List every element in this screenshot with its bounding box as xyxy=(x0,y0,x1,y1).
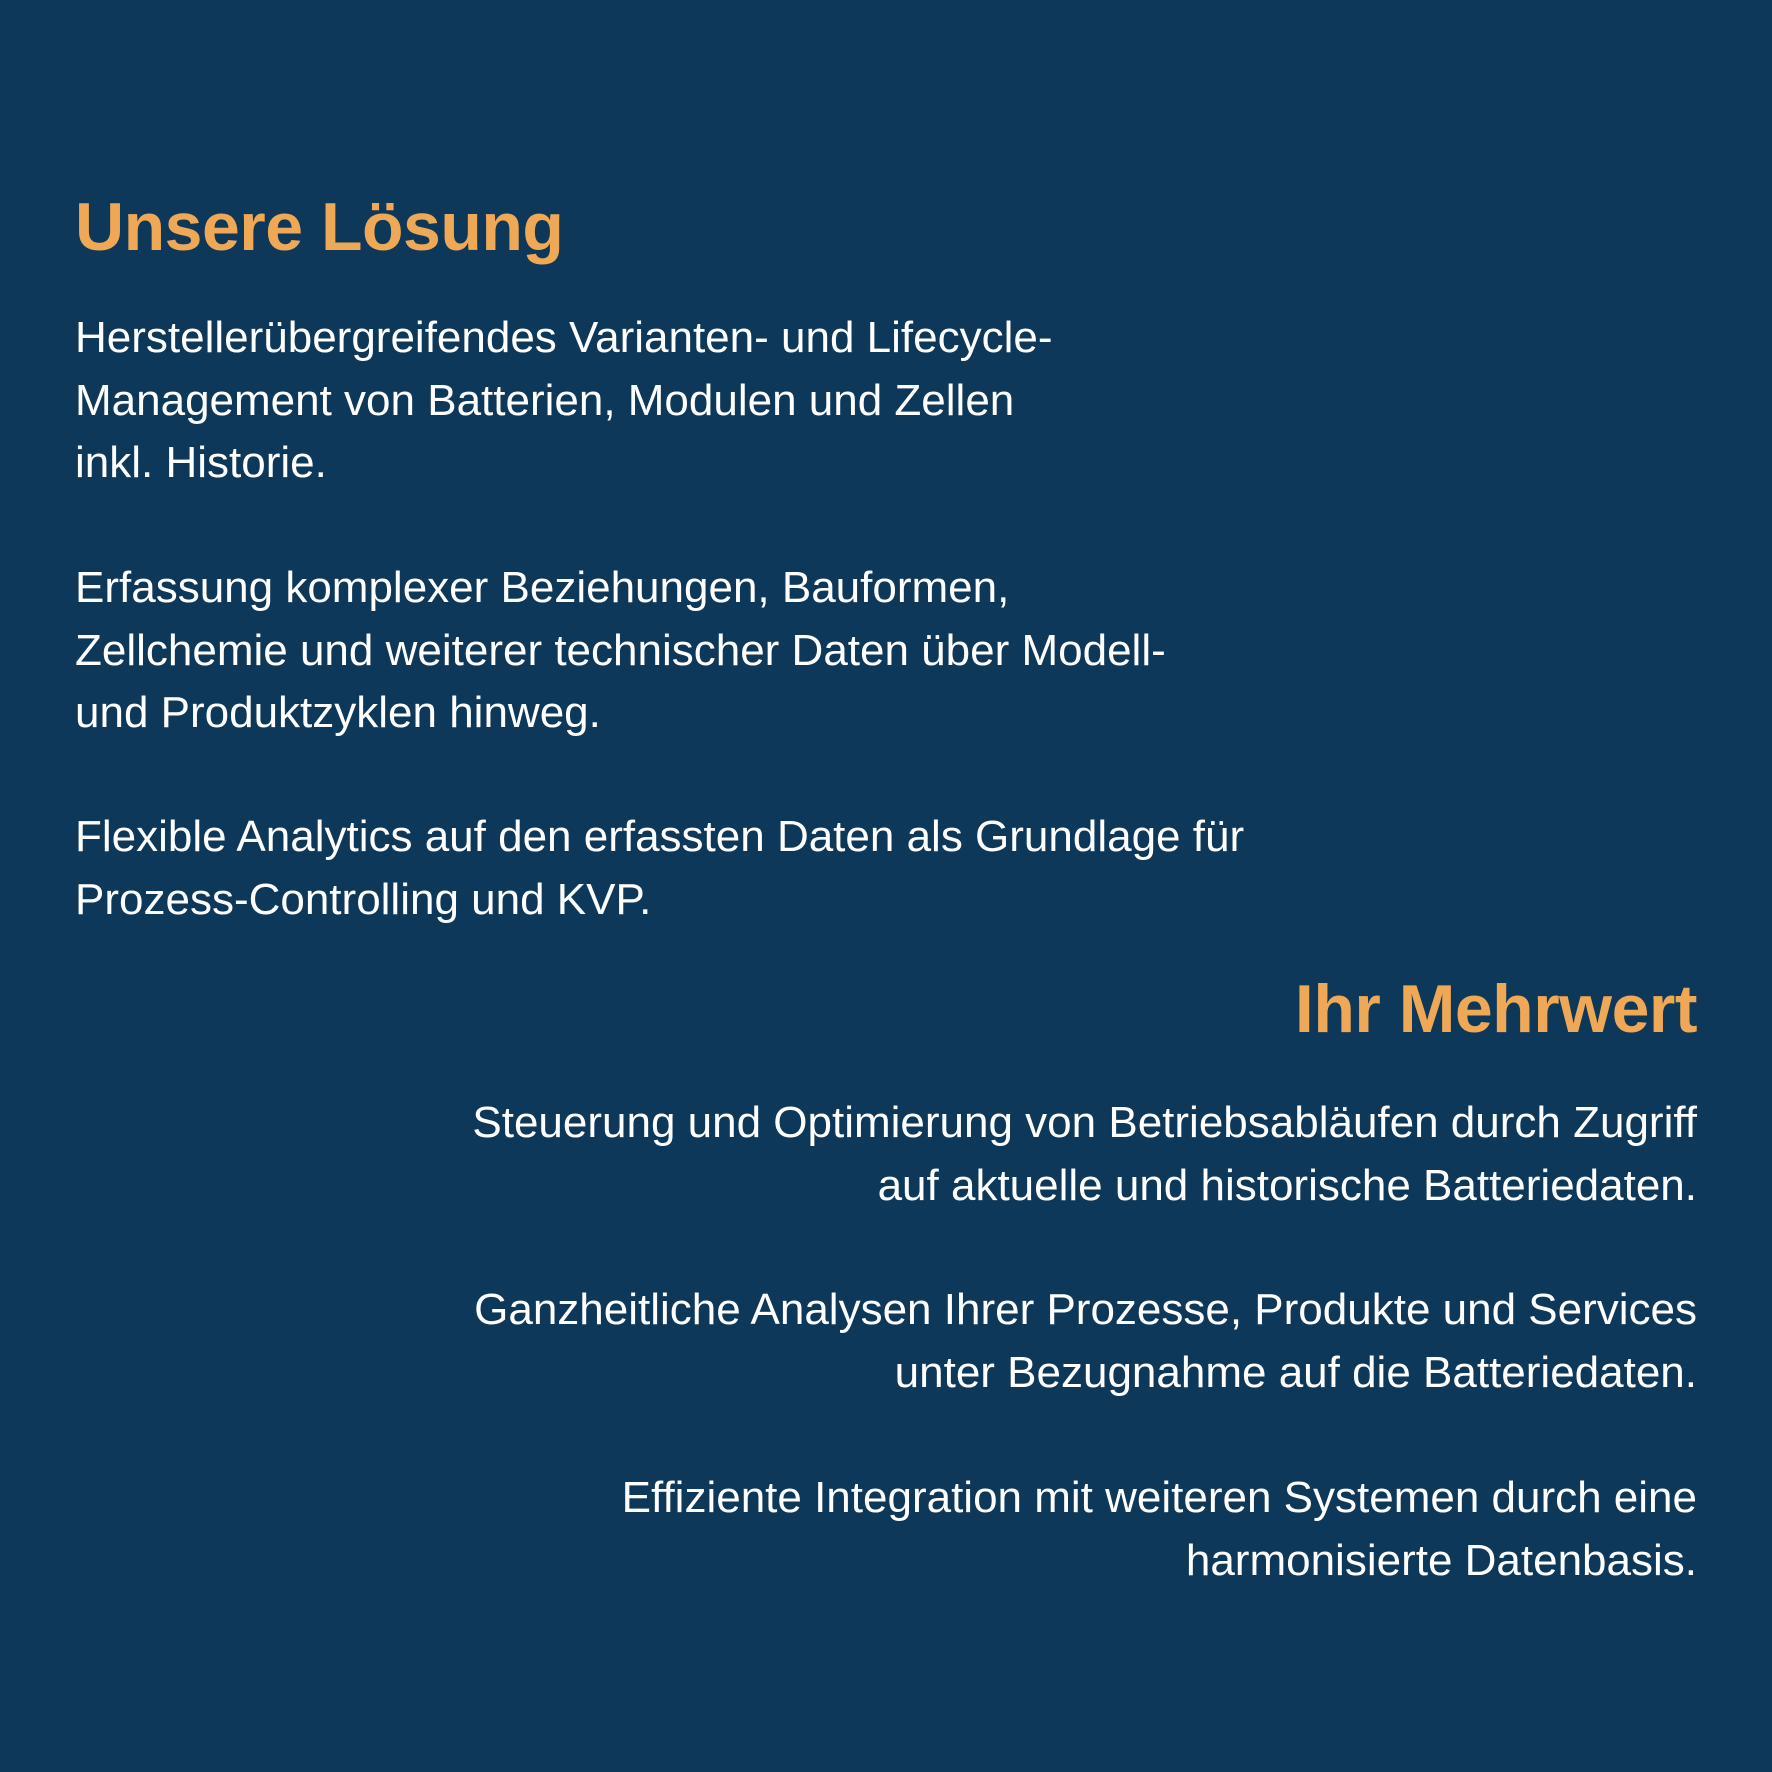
solution-paragraph-line: Erfassung komplexer Beziehungen, Bauformen, xyxy=(75,563,1010,612)
value-paragraph-line: Steuerung und Optimierung von Betriebsabläufen durch Zugriff xyxy=(472,1098,1697,1147)
value-paragraph-line: auf aktuelle und historische Batteriedaten. xyxy=(877,1160,1697,1210)
value-paragraph-line: harmonisierte Datenbasis. xyxy=(1185,1535,1697,1585)
value-paragraph-line: unter Bezugnahme auf die Batteriedaten. xyxy=(894,1347,1697,1397)
solution-paragraph-line: Prozess-Controlling und KVP. xyxy=(75,874,652,924)
value-heading: Ihr Mehrwert xyxy=(1294,971,1697,1047)
solution-heading: Unsere Lösung xyxy=(75,189,564,265)
value-paragraph-line: Effiziente Integration mit weiteren Systemen durch eine xyxy=(621,1473,1697,1522)
solution-paragraph-analytics xyxy=(75,806,1244,931)
solution-paragraph-line: Flexible Analytics auf den erfassten Daten als Grundlage für xyxy=(75,812,1245,861)
solution-paragraph-relations xyxy=(75,557,1166,745)
solution-paragraph-line: inkl. Historie. xyxy=(75,438,327,487)
value-paragraph-integration xyxy=(622,1467,1697,1592)
solution-paragraph-line: Management von Batterien, Modulen und Zellen xyxy=(75,375,1015,425)
solution-paragraph-line: und Produktzyklen hinweg. xyxy=(75,688,601,737)
value-paragraph-control xyxy=(472,1092,1697,1217)
solution-paragraph-line: Herstellerübergreifendes Varianten- und Lifecycle- xyxy=(75,313,1053,362)
value-paragraph-analysis xyxy=(474,1279,1697,1404)
solution-paragraph-line: Zellchemie und weiterer technischer Daten über Modell- xyxy=(75,625,1166,675)
value-paragraph-line: Ganzheitliche Analysen Ihrer Prozesse, Produkte und Services xyxy=(474,1285,1697,1334)
solution-paragraph-lifecycle xyxy=(75,307,1052,495)
